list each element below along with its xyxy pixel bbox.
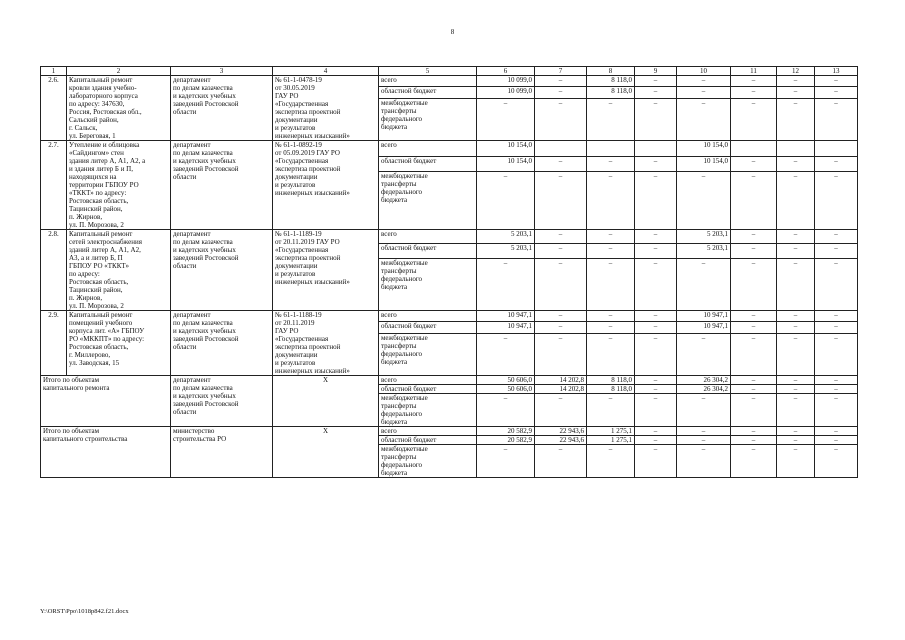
amount-cell: 10 947,1 (477, 311, 535, 322)
row-number: 2.9. (41, 311, 67, 376)
amount-cell: 8 118,0 (587, 76, 635, 87)
funding-source: всего (379, 230, 477, 244)
total-row (41, 376, 858, 385)
amount-cell: – (777, 427, 815, 436)
amount-cell: 8 118,0 (587, 87, 635, 98)
amount-cell: – (731, 156, 777, 172)
column-header: 12 (777, 67, 815, 76)
amount-cell: – (677, 333, 731, 375)
amount-cell: – (815, 258, 858, 310)
amount-cell: – (635, 376, 677, 385)
page-number: 8 (450, 28, 455, 36)
row-number: 2.8. (41, 230, 67, 311)
amount-cell: – (587, 333, 635, 375)
amount-cell: 10 947,1 (677, 322, 731, 333)
amount-cell: – (731, 311, 777, 322)
table-row (41, 141, 858, 157)
amount-cell: 10 947,1 (677, 311, 731, 322)
amount-cell: – (777, 172, 815, 230)
amount-cell: 10 154,0 (677, 141, 731, 157)
document-cell: № 61-1-1188-19 от 20.11.2019 ГАУ РО «Государственная экспертиза проектной документации и результатов инженерных изысканий» (273, 311, 379, 376)
executor-cell: министерство строительства РО (171, 427, 273, 478)
amount-cell: – (815, 172, 858, 230)
amount-cell: – (677, 76, 731, 87)
amount-cell: – (477, 258, 535, 310)
amount-cell: – (815, 385, 858, 394)
amount-cell: – (815, 87, 858, 98)
amount-cell: – (677, 87, 731, 98)
amount-cell: – (635, 322, 677, 333)
column-header: 9 (635, 67, 677, 76)
amount-cell: – (815, 333, 858, 375)
amount-cell: – (731, 322, 777, 333)
amount-cell: – (535, 87, 587, 98)
column-header: 3 (171, 67, 273, 76)
object-name: Капитальный ремонт помещений учебного корпуса лит. «А» ГБПОУ РО «МККПТ» по адресу: Ростовская область, г. Миллерово, ул. Заводская, 15 (67, 311, 171, 376)
amount-cell: 8 118,0 (587, 385, 635, 394)
amount-cell: – (815, 394, 858, 427)
amount-cell: 5 203,1 (477, 230, 535, 244)
amount-cell: – (635, 172, 677, 230)
amount-cell: – (777, 87, 815, 98)
amount-cell: – (815, 98, 858, 140)
amount-cell: – (731, 172, 777, 230)
amount-cell: 26 304,2 (677, 385, 731, 394)
amount-cell: – (731, 87, 777, 98)
column-header: 7 (535, 67, 587, 76)
amount-cell: – (587, 394, 635, 427)
amount-cell: – (587, 172, 635, 230)
amount-cell: – (731, 427, 777, 436)
amount-cell: – (535, 230, 587, 244)
amount-cell: – (587, 311, 635, 322)
row-number: 2.6. (41, 76, 67, 141)
amount-cell: – (815, 436, 858, 445)
amount-cell: – (535, 322, 587, 333)
amount-cell: 1 275,1 (587, 436, 635, 445)
amount-cell: – (777, 230, 815, 244)
amount-cell: – (731, 76, 777, 87)
amount-cell: – (587, 322, 635, 333)
amount-cell: 5 203,1 (677, 244, 731, 258)
amount-cell: 14 202,8 (535, 376, 587, 385)
funding-source: всего (379, 311, 477, 322)
funding-source: областной бюджет (379, 322, 477, 333)
column-header: 10 (677, 67, 731, 76)
amount-cell: – (635, 258, 677, 310)
column-header: 8 (587, 67, 635, 76)
amount-cell: – (777, 376, 815, 385)
amount-cell: 10 154,0 (677, 156, 731, 172)
column-header: 13 (815, 67, 858, 76)
amount-cell: – (731, 394, 777, 427)
amount-cell: – (635, 427, 677, 436)
amount-cell (635, 141, 677, 157)
amount-cell: – (635, 436, 677, 445)
amount-cell: 20 582,9 (477, 436, 535, 445)
document-cell: № 61-1-1189-19 от 20.11.2019 ГАУ РО «Государственная экспертиза проектной документации и результатов инженерных изысканий» (273, 230, 379, 311)
amount-cell: – (677, 436, 731, 445)
amount-cell: – (777, 156, 815, 172)
amount-cell (535, 141, 587, 157)
amount-cell: – (635, 311, 677, 322)
amount-cell: – (635, 230, 677, 244)
funding-source: областной бюджет (379, 436, 477, 445)
funding-source: межбюджетные трансферты федерального бюджета (379, 394, 477, 427)
amount-cell: – (635, 333, 677, 375)
file-path-footer: Y:\ORST\Ppo\1018p842.f21.docx (40, 608, 129, 615)
amount-cell: – (587, 258, 635, 310)
funding-source: межбюджетные трансферты федерального бюджета (379, 98, 477, 140)
amount-cell: 10 099,0 (477, 87, 535, 98)
amount-cell: – (815, 230, 858, 244)
document-cell: Х (273, 427, 379, 478)
amount-cell: – (677, 172, 731, 230)
amount-cell: – (677, 258, 731, 310)
amount-cell: – (815, 311, 858, 322)
amount-cell: – (777, 333, 815, 375)
amount-cell: – (635, 394, 677, 427)
executor-cell: департамент по делам казачества и кадетских учебных заведений Ростовской области (171, 376, 273, 427)
amount-cell: 50 606,0 (477, 376, 535, 385)
amount-cell: – (535, 394, 587, 427)
amount-cell: 14 202,8 (535, 385, 587, 394)
amount-cell: – (777, 311, 815, 322)
funding-source: всего (379, 376, 477, 385)
amount-cell: – (731, 436, 777, 445)
amount-cell: – (535, 244, 587, 258)
amount-cell: – (731, 258, 777, 310)
amount-cell: 10 099,0 (477, 76, 535, 87)
amount-cell: – (635, 244, 677, 258)
amount-cell: – (477, 172, 535, 230)
amount-cell: – (635, 87, 677, 98)
amount-cell: – (535, 311, 587, 322)
object-name: Утепление и облицовка «Сайдингом» стен здания литер А, А1, А2, а и здания литер Б и П, находящихся на территории ГБПОУ РО «ТККТ» по адресу: Ростовская область, Тацинский район, п. Жирнов, ул. П. Морозова, 2 (67, 141, 171, 230)
total-label: Итого по объектам капитального ремонта (41, 376, 171, 427)
column-header: 11 (731, 67, 777, 76)
amount-cell: 26 304,2 (677, 376, 731, 385)
table-row (41, 76, 858, 87)
column-header: 5 (379, 67, 477, 76)
funding-source: областной бюджет (379, 87, 477, 98)
table-row (41, 311, 858, 322)
table-body (41, 67, 858, 478)
amount-cell: – (777, 385, 815, 394)
total-label: Итого по объектам капитального строительства (41, 427, 171, 478)
amount-cell: 10 154,0 (477, 156, 535, 172)
amount-cell: – (535, 76, 587, 87)
funding-source: областной бюджет (379, 244, 477, 258)
amount-cell: 1 275,1 (587, 427, 635, 436)
amount-cell: – (777, 76, 815, 87)
amount-cell: – (587, 98, 635, 140)
amount-cell (731, 141, 777, 157)
amount-cell: – (815, 445, 858, 478)
executor-cell: департамент по делам казачества и кадетских учебных заведений Ростовской области (171, 141, 273, 230)
amount-cell: – (635, 76, 677, 87)
budget-table (40, 66, 858, 478)
amount-cell: – (815, 156, 858, 172)
amount-cell: – (535, 156, 587, 172)
amount-cell: 8 118,0 (587, 376, 635, 385)
amount-cell: – (587, 244, 635, 258)
funding-source: всего (379, 76, 477, 87)
funding-source: областной бюджет (379, 156, 477, 172)
object-name: Капитальный ремонт сетей электроснабжения зданий литер А, А1, А2, А3, а и литер Б, П ГБПОУ РО «ТККТ» по адресу: Ростовская область, Тацинский район, п. Жирнов, ул. П. Морозова, 2 (67, 230, 171, 311)
amount-cell: – (677, 98, 731, 140)
funding-source: всего (379, 427, 477, 436)
row-number: 2.7. (41, 141, 67, 230)
amount-cell: – (535, 98, 587, 140)
total-row (41, 427, 858, 436)
column-header: 6 (477, 67, 535, 76)
amount-cell: – (635, 98, 677, 140)
amount-cell (777, 141, 815, 157)
amount-cell: – (815, 376, 858, 385)
column-number-row (41, 67, 858, 76)
amount-cell: – (677, 445, 731, 478)
column-header: 2 (67, 67, 171, 76)
amount-cell: – (635, 445, 677, 478)
amount-cell: – (535, 258, 587, 310)
amount-cell: – (777, 244, 815, 258)
amount-cell: – (815, 322, 858, 333)
amount-cell: – (731, 376, 777, 385)
amount-cell: 22 943,6 (535, 427, 587, 436)
amount-cell: – (731, 98, 777, 140)
executor-cell: департамент по делам казачества и кадетских учебных заведений Ростовской области (171, 311, 273, 376)
amount-cell: – (731, 333, 777, 375)
amount-cell: – (777, 436, 815, 445)
amount-cell: 5 203,1 (477, 244, 535, 258)
amount-cell: – (677, 427, 731, 436)
amount-cell: – (777, 98, 815, 140)
object-name: Капитальный ремонт кровли здания учебно- лабораторного корпуса по адресу: 347630, Россия, Ростовская обл., Сальский район, г. Сальск, ул. Береговая, 1 (67, 76, 171, 141)
amount-cell: – (587, 156, 635, 172)
amount-cell: – (587, 230, 635, 244)
amount-cell: – (477, 445, 535, 478)
amount-cell: – (731, 230, 777, 244)
funding-source: областной бюджет (379, 385, 477, 394)
amount-cell: – (731, 445, 777, 478)
document-cell: № 61-1-0478-19 от 30.05.2019 ГАУ РО «Государственная экспертиза проектной документации и результатов инженерных изысканий» (273, 76, 379, 141)
amount-cell: – (535, 333, 587, 375)
column-header: 4 (273, 67, 379, 76)
amount-cell: 10 947,1 (477, 322, 535, 333)
funding-source: межбюджетные трансферты федерального бюджета (379, 172, 477, 230)
funding-source: межбюджетные трансферты федерального бюджета (379, 258, 477, 310)
table-row (41, 230, 858, 244)
amount-cell: 20 582,9 (477, 427, 535, 436)
document-cell: № 61-1-0892-19 от 05.09.2019 ГАУ РО «Государственная экспертиза проектной документации и результатов инженерных изысканий» (273, 141, 379, 230)
amount-cell: 10 154,0 (477, 141, 535, 157)
amount-cell: – (777, 394, 815, 427)
amount-cell: – (677, 394, 731, 427)
amount-cell: 50 606,0 (477, 385, 535, 394)
amount-cell: – (535, 445, 587, 478)
amount-cell: – (535, 172, 587, 230)
executor-cell: департамент по делам казачества и кадетских учебных заведений Ростовской области (171, 76, 273, 141)
amount-cell: – (477, 333, 535, 375)
amount-cell: – (815, 244, 858, 258)
funding-source: межбюджетные трансферты федерального бюджета (379, 333, 477, 375)
amount-cell: 5 203,1 (677, 230, 731, 244)
amount-cell: – (731, 244, 777, 258)
column-header: 1 (41, 67, 67, 76)
amount-cell: – (777, 322, 815, 333)
amount-cell: – (731, 385, 777, 394)
executor-cell: департамент по делам казачества и кадетских учебных заведений Ростовской области (171, 230, 273, 311)
amount-cell: – (815, 76, 858, 87)
document-cell: Х (273, 376, 379, 427)
amount-cell (815, 141, 858, 157)
amount-cell: – (777, 258, 815, 310)
amount-cell: – (815, 427, 858, 436)
amount-cell: – (587, 445, 635, 478)
amount-cell: – (635, 156, 677, 172)
amount-cell: 22 943,6 (535, 436, 587, 445)
amount-cell: – (635, 385, 677, 394)
funding-source: межбюджетные трансферты федерального бюджета (379, 445, 477, 478)
amount-cell: – (777, 445, 815, 478)
amount-cell (587, 141, 635, 157)
amount-cell: – (477, 394, 535, 427)
amount-cell: – (477, 98, 535, 140)
funding-source: всего (379, 141, 477, 157)
